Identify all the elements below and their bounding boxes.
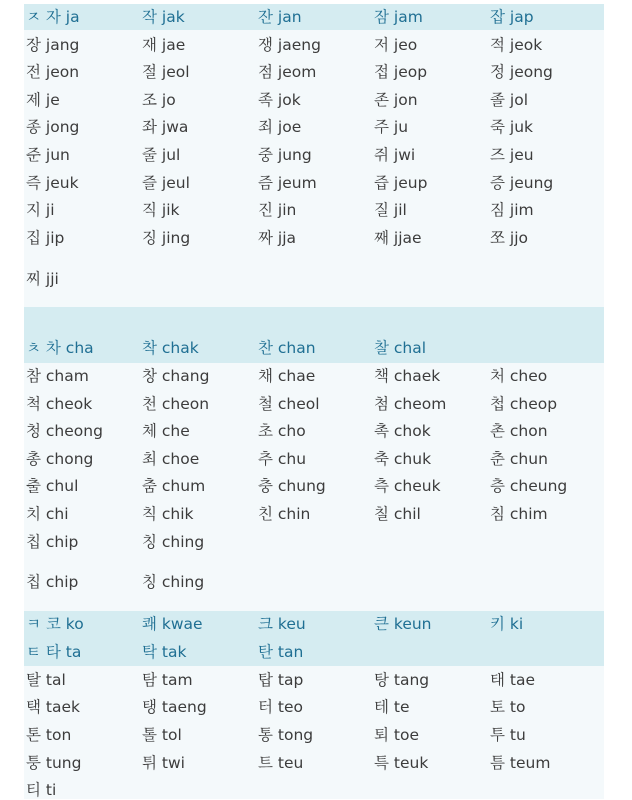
syllable-entry: 터 teo bbox=[258, 698, 303, 716]
syllable-entry: 춘 chun bbox=[490, 450, 548, 468]
syllable-entry: 째 jjae bbox=[374, 229, 422, 247]
syllable-entry: 청 cheong bbox=[26, 422, 103, 440]
syllable-entry: 즐 jeul bbox=[142, 174, 190, 192]
syllable-entry: 탑 tap bbox=[258, 671, 304, 689]
syllable-header: 탁 tak bbox=[142, 643, 187, 661]
syllable-entry: 탱 taeng bbox=[142, 698, 207, 716]
syllable-entry: 티 ti bbox=[26, 781, 57, 799]
syllable-entry: 절 jeol bbox=[142, 63, 190, 81]
syllable-entry: 첨 cheom bbox=[374, 395, 447, 413]
syllable-entry: 직 jik bbox=[142, 201, 180, 219]
syllable-header: 탄 tan bbox=[258, 643, 304, 661]
syllable-entry: 체 che bbox=[142, 422, 190, 440]
syllable-entry: 재 jae bbox=[142, 36, 186, 54]
syllable-entry: 특 teuk bbox=[374, 754, 429, 772]
syllable-entry: 창 chang bbox=[142, 367, 210, 385]
syllable-header: 찰 chal bbox=[374, 339, 427, 357]
syllable-entry: 정 jeong bbox=[490, 63, 553, 81]
syllable-entry: 토 to bbox=[490, 698, 526, 716]
syllable-header: 키 ki bbox=[490, 615, 524, 633]
syllable-entry: 족 jok bbox=[258, 91, 301, 109]
syllable-header: 착 chak bbox=[142, 339, 199, 357]
syllable-entry: 질 jil bbox=[374, 201, 407, 219]
syllable-entry: 테 te bbox=[374, 698, 410, 716]
syllable-entry: 전 jeon bbox=[26, 63, 80, 81]
syllable-entry: 칭 ching bbox=[142, 573, 205, 591]
syllable-header: 쾌 kwae bbox=[142, 615, 203, 633]
syllable-entry: 죄 joe bbox=[258, 118, 302, 136]
syllable-entry: 집 jip bbox=[26, 229, 65, 247]
syllable-entry: 칙 chik bbox=[142, 505, 194, 523]
syllable-entry: 중 jung bbox=[258, 146, 312, 164]
syllable-entry: 택 taek bbox=[26, 698, 80, 716]
syllable-entry: 짐 jim bbox=[490, 201, 534, 219]
syllable-entry: 칩 chip bbox=[26, 533, 79, 551]
syllable-entry: 조 jo bbox=[142, 91, 176, 109]
syllable-entry: 트 teu bbox=[258, 754, 304, 772]
romanization-table bbox=[24, 4, 604, 799]
syllable-header: 잡 jap bbox=[490, 8, 534, 26]
syllable-entry: 제 je bbox=[26, 91, 60, 109]
syllable-entry: 측 cheuk bbox=[374, 477, 441, 495]
syllable-entry: 징 jing bbox=[142, 229, 191, 247]
syllable-entry: 축 chuk bbox=[374, 450, 432, 468]
syllable-entry: 접 jeop bbox=[374, 63, 428, 81]
syllable-entry: 쥐 jwi bbox=[374, 146, 416, 164]
syllable-entry: 추 chu bbox=[258, 450, 307, 468]
syllable-header: ㅌ 타 ta bbox=[26, 643, 82, 661]
syllable-entry: 촉 chok bbox=[374, 422, 431, 440]
syllable-entry: 톤 ton bbox=[26, 726, 72, 744]
syllable-entry: 즉 jeuk bbox=[26, 174, 79, 192]
syllable-entry: 척 cheok bbox=[26, 395, 93, 413]
syllable-entry: 칩 chip bbox=[26, 573, 79, 591]
syllable-entry: 점 jeom bbox=[258, 63, 317, 81]
syllable-entry: 존 jon bbox=[374, 91, 418, 109]
syllable-entry: 즙 jeup bbox=[374, 174, 428, 192]
syllable-entry: 촌 chon bbox=[490, 422, 548, 440]
syllable-entry: 칭 ching bbox=[142, 533, 205, 551]
syllable-entry: 즘 jeum bbox=[258, 174, 317, 192]
syllable-entry: 장 jang bbox=[26, 36, 80, 54]
syllable-header: 잠 jam bbox=[374, 8, 423, 26]
syllable-entry: 탈 tal bbox=[26, 671, 66, 689]
syllable-header: ㅈ 자 ja bbox=[26, 8, 80, 26]
syllable-entry: 최 choe bbox=[142, 450, 200, 468]
syllable-entry: 침 chim bbox=[490, 505, 548, 523]
syllable-entry: 즈 jeu bbox=[490, 146, 534, 164]
syllable-entry: 튀 twi bbox=[142, 754, 185, 772]
syllable-entry: 출 chul bbox=[26, 477, 79, 495]
syllable-entry: 톨 tol bbox=[142, 726, 182, 744]
syllable-entry: 쪼 jjo bbox=[490, 229, 528, 247]
syllable-entry: 책 chaek bbox=[374, 367, 441, 385]
syllable-entry: 탕 tang bbox=[374, 671, 430, 689]
syllable-entry: 참 cham bbox=[26, 367, 89, 385]
syllable-entry: 저 jeo bbox=[374, 36, 418, 54]
syllable-entry: 적 jeok bbox=[490, 36, 543, 54]
syllable-entry: 총 chong bbox=[26, 450, 94, 468]
syllable-entry: 첩 cheop bbox=[490, 395, 558, 413]
syllable-entry: 철 cheol bbox=[258, 395, 320, 413]
syllable-entry: 채 chae bbox=[258, 367, 316, 385]
syllable-entry: 초 cho bbox=[258, 422, 306, 440]
syllable-entry: 지 ji bbox=[26, 201, 55, 219]
syllable-entry: 졸 jol bbox=[490, 91, 528, 109]
syllable-entry: 치 chi bbox=[26, 505, 69, 523]
syllable-entry: 층 cheung bbox=[490, 477, 568, 495]
syllable-entry: 투 tu bbox=[490, 726, 526, 744]
syllable-entry: 퇴 toe bbox=[374, 726, 419, 744]
syllable-entry: 준 jun bbox=[26, 146, 70, 164]
syllable-entry: 증 jeung bbox=[490, 174, 554, 192]
syllable-entry: 충 chung bbox=[258, 477, 326, 495]
syllable-header: ㅊ 차 cha bbox=[26, 339, 94, 357]
syllable-entry: 종 jong bbox=[26, 118, 80, 136]
syllable-entry: 좌 jwa bbox=[142, 118, 189, 136]
syllable-header: 작 jak bbox=[142, 8, 185, 26]
syllable-entry: 찌 jji bbox=[26, 270, 59, 288]
syllable-entry: 통 tong bbox=[258, 726, 314, 744]
syllable-entry: 짜 jja bbox=[258, 229, 297, 247]
syllable-header: 찬 chan bbox=[258, 339, 316, 357]
syllable-entry: 친 chin bbox=[258, 505, 311, 523]
syllable-entry: 천 cheon bbox=[142, 395, 210, 413]
syllable-entry: 줄 jul bbox=[142, 146, 181, 164]
syllable-entry: 주 ju bbox=[374, 118, 409, 136]
syllable-entry: 죽 juk bbox=[490, 118, 534, 136]
syllable-entry: 퉁 tung bbox=[26, 754, 82, 772]
syllable-header: 잔 jan bbox=[258, 8, 302, 26]
syllable-entry: 탐 tam bbox=[142, 671, 193, 689]
syllable-entry: 춤 chum bbox=[142, 477, 206, 495]
syllable-header: ㅋ 코 ko bbox=[26, 615, 84, 633]
syllable-entry: 틈 teum bbox=[490, 754, 551, 772]
syllable-entry: 처 cheo bbox=[490, 367, 548, 385]
syllable-header: 큰 keun bbox=[374, 615, 432, 633]
syllable-header: 크 keu bbox=[258, 615, 306, 633]
syllable-entry: 칠 chil bbox=[374, 505, 421, 523]
syllable-entry: 태 tae bbox=[490, 671, 536, 689]
syllable-entry: 쟁 jaeng bbox=[258, 36, 321, 54]
syllable-entry: 진 jin bbox=[258, 201, 297, 219]
